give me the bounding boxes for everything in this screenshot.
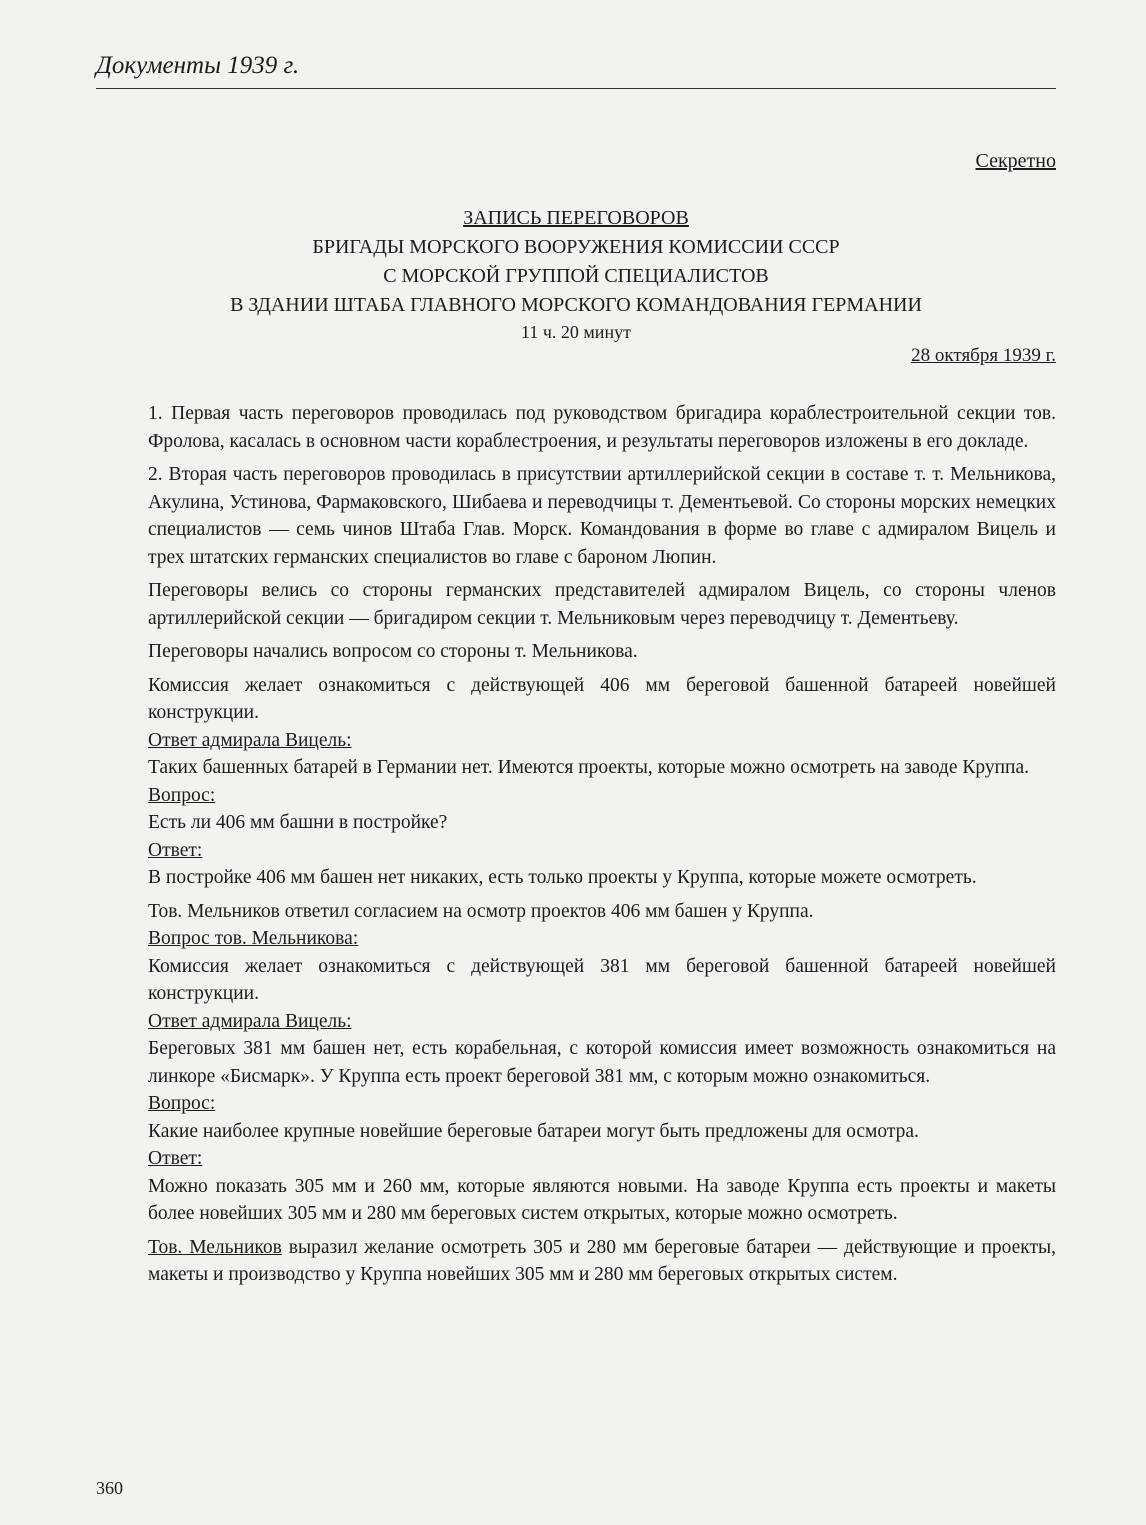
paragraph-1-content: 1. Первая часть переговоров проводилась под руководством бригадира кораблестроительной секции тов. Фролова, касалась в основном части кораблестроения, и результаты переговоров изложены в его докладе. [148, 403, 1056, 452]
paragraph-1-text [148, 400, 1056, 455]
paragraph-10: Комиссия желает ознакомиться с действующей 381 мм береговой башенной батареей новейшей конструкции. [148, 955, 1056, 1004]
classification-mark: Секретно [975, 150, 1056, 172]
question-label: Вопрос тов. Мельникова: [148, 928, 359, 949]
paragraph-5: Комиссия желает ознакомиться с действующей 406 мм береговой башенной батареей новейшей конструкции. [148, 674, 1056, 723]
running-head: Документы 1939 г. [96, 52, 300, 79]
title-line-1: ЗАПИСЬ ПЕРЕГОВОРОВ [463, 207, 689, 229]
page-number: 360 [96, 1478, 123, 1498]
answer-label: Ответ адмирала Вицель: [148, 1010, 352, 1032]
answer-label: Ответ: [148, 1148, 203, 1169]
paragraph-14 [148, 1234, 1056, 1289]
meeting-date: 28 октября 1939 г. [911, 345, 1056, 366]
paragraph-2: 2. Вторая часть переговоров проводилась в присутствии артиллерийской секции в составе т. т. Мельникова, Акулина, Устинова, Фармаковского, Шибаева и переводчицы т. Дементьевой. Со стороны морских немецких специалистов — семь чинов Штаба Глав. Морск. Командования в форме во главе с адмиралом Вицель и трех штатских германских специалистов во главе с бароном Люпин. [148, 464, 1056, 568]
title-line-2: БРИГАДЫ МОРСКОГО ВООРУЖЕНИЯ КОМИССИИ СССР [312, 236, 840, 258]
paragraph-3: Переговоры велись со стороны германских представителей адмиралом Вицель, со стороны членов артиллерийской секции — бригадиром секции т. Мельниковым через переводчицу т. Дементьеву. [148, 580, 1056, 629]
paragraph-1 [148, 400, 1056, 455]
title-line-3: С МОРСКОЙ ГРУППОЙ СПЕЦИАЛИСТОВ [383, 265, 769, 287]
paragraph-13: Можно показать 305 мм и 260 мм, которые являются новыми. На заводе Круппа есть проекты и макеты более новейших 305 мм и 280 мм береговых систем открытых, которые можно осмотреть. [148, 1175, 1056, 1224]
paragraph-4: Переговоры начались вопросом со стороны т. Мельникова. [148, 641, 638, 662]
paragraph-8: В постройке 406 мм башен нет никаких, есть только проекты у Круппа, которые можете осмотреть. [148, 867, 977, 888]
document-title [96, 204, 1056, 320]
paragraph-9: Тов. Мельников ответил согласием на осмотр проектов 406 мм башен у Круппа. [148, 900, 814, 922]
paragraph-11: Береговых 381 мм башен нет, есть корабельная, с которой комиссия имеет возможность ознакомиться на линкоре «Бисмарк». У Круппа есть проект береговой 381 мм, с которым можно ознакомиться. [148, 1038, 1056, 1087]
answer-label: Ответ адмирала Вицель: [148, 729, 352, 751]
paragraph-14-text: выразил желание осмотреть 305 и 280 мм береговые батареи — действующие и проекты, макеты и производство у Круппа новейших 305 мм и 280 мм береговых открытых систем. [148, 1236, 1056, 1285]
paragraph-6: Таких башенных батарей в Германии нет. Имеются проекты, которые можно осмотреть на заводе Круппа. [148, 757, 1030, 778]
document-body [148, 400, 1056, 1295]
meeting-time: 11 ч. 20 минут [521, 322, 631, 342]
paragraph-7: Есть ли 406 мм башни в постройке? [148, 812, 448, 833]
question-label: Вопрос: [148, 784, 216, 806]
speaker-name: Тов. Мельников [148, 1236, 282, 1258]
paragraph-12: Какие наиболее крупные новейшие береговые батареи могут быть предложены для осмотра. [148, 1120, 919, 1142]
title-line-4: В ЗДАНИИ ШТАБА ГЛАВНОГО МОРСКОГО КОМАНДОВАНИЯ ГЕРМАНИИ [230, 294, 922, 316]
question-label: Вопрос: [148, 1093, 216, 1114]
header-rule [96, 88, 1056, 89]
answer-label: Ответ: [148, 839, 203, 861]
